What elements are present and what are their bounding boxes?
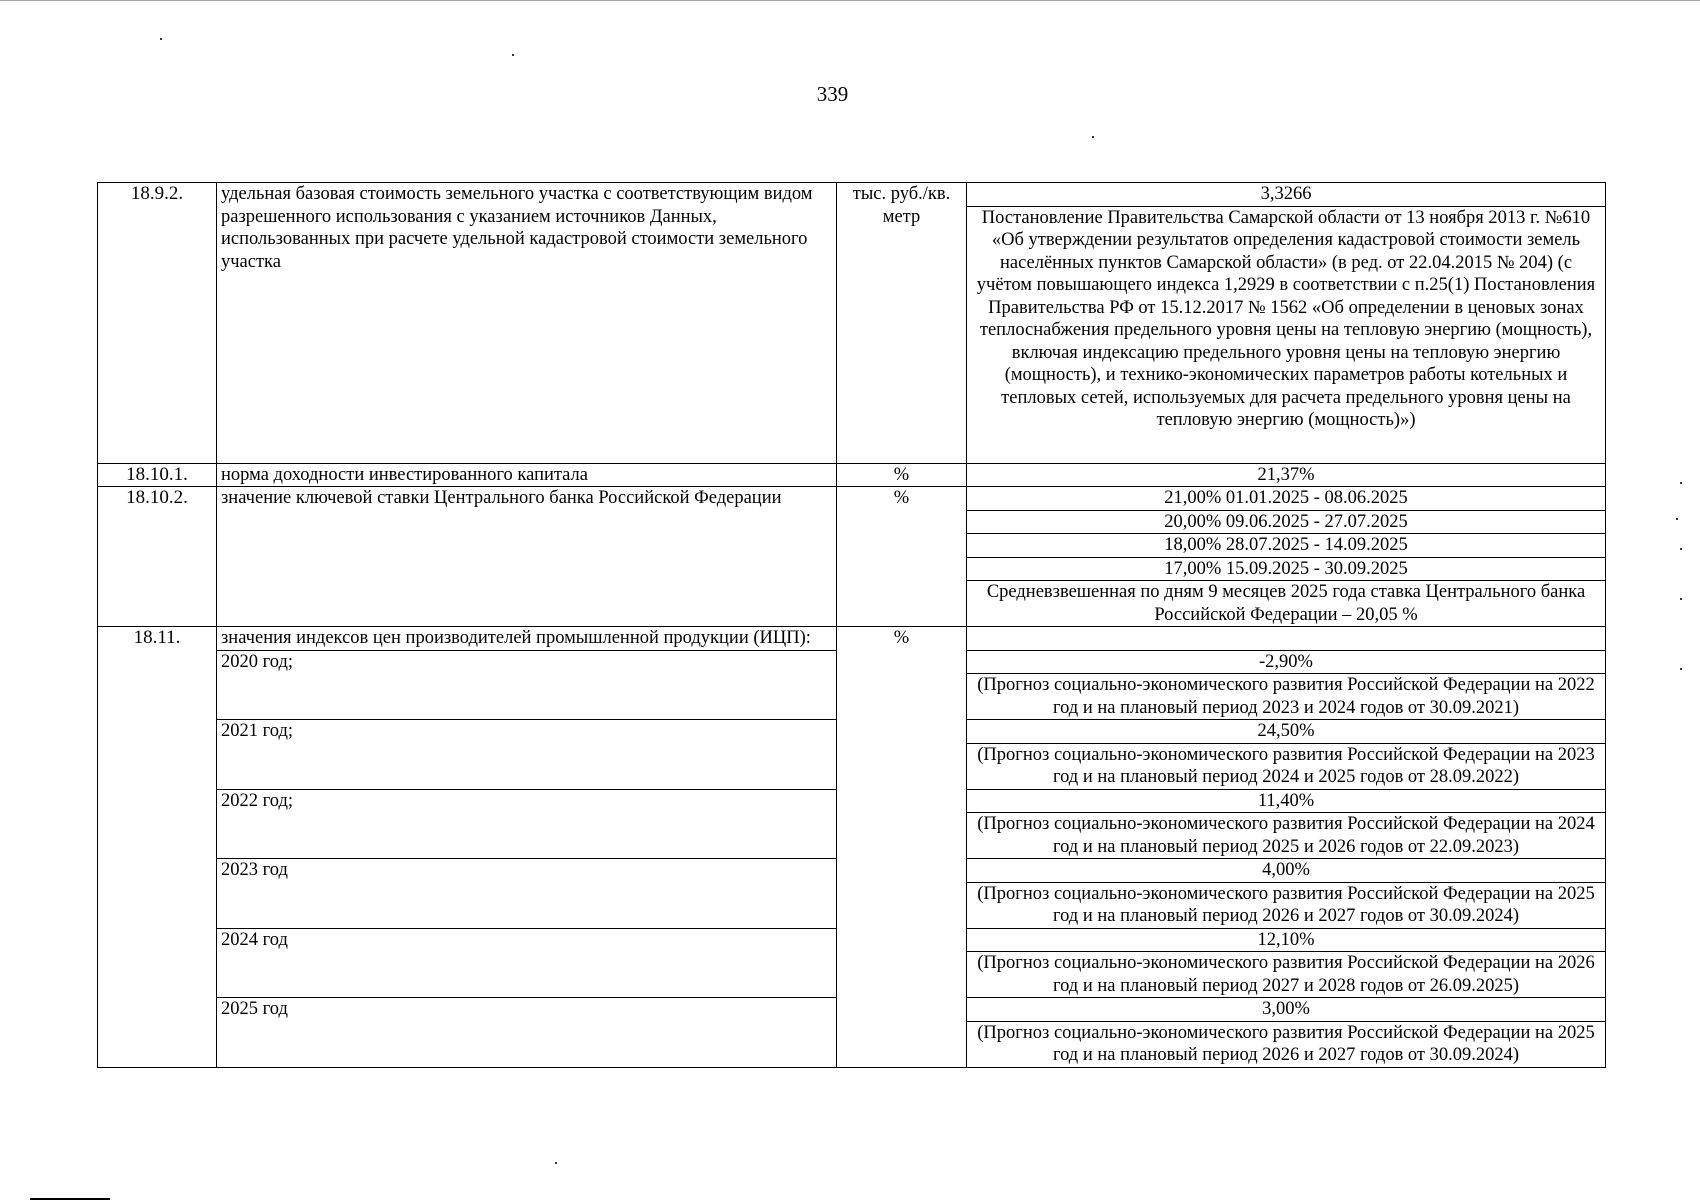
year-label: 2020 год;	[217, 650, 837, 720]
key-rate-period: 20,00% 09.06.2025 - 27.07.2025	[967, 510, 1606, 534]
scan-speck	[1092, 136, 1094, 138]
key-rate-period: 18,00% 28.07.2025 - 14.09.2025	[967, 534, 1606, 558]
scan-speck	[1680, 482, 1682, 484]
year-label: 2024 год	[217, 928, 837, 998]
parameters-table	[97, 182, 1606, 1068]
row-source-note: Постановление Правительства Самарской области от 13 ноября 2013 г. №610 «Об утверждении результатов определения кадастровой стоимости земель населённых пунктов Самарской области» (в ред. от 22.04.2015 № 204) (с учётом повышающего индекса 1,2929 в соответствии с п.25(1) Постановления Правительства РФ от 15.12.2017 № 1562 «Об определении в ценовых зонах теплоснабжения предельного уровня цены на тепловую энергию (мощность), включая индексацию предельного уровня цены на тепловую энергию (мощность), и технико-экономических параметров работы котельных и тепловых сетей, используемых для расчета предельного уровня цены на тепловую энергию (мощность)»)	[967, 206, 1606, 463]
row-unit: тыс. руб./кв. метр	[837, 183, 967, 464]
row-number: 18.10.1.	[98, 463, 217, 487]
row-unit: %	[837, 487, 967, 627]
scan-speck	[555, 1162, 557, 1164]
scan-speck	[1680, 668, 1682, 670]
year-label: 2022 год;	[217, 789, 837, 859]
index-value: -2,90%	[967, 650, 1606, 674]
table-row	[98, 463, 1606, 487]
row-description: норма доходности инвестированного капитала	[217, 463, 837, 487]
year-label: 2025 год	[217, 998, 837, 1068]
key-rate-period: 17,00% 15.09.2025 - 30.09.2025	[967, 557, 1606, 581]
index-value: 24,50%	[967, 720, 1606, 744]
table-row	[98, 627, 1606, 651]
row-number: 18.9.2.	[98, 183, 217, 464]
index-source-note: (Прогноз социально-экономического развития Российской Федерации на 2023 год и на плановый период 2024 и 2025 годов от 28.09.2022)	[967, 743, 1606, 789]
row-unit: %	[837, 627, 967, 1068]
index-source-note: (Прогноз социально-экономического развития Российской Федерации на 2022 год и на плановый период 2023 и 2024 годов от 30.09.2021)	[967, 674, 1606, 720]
page-number: 339	[816, 82, 849, 106]
key-rate-summary: Средневзвешенная по дням 9 месяцев 2025 года ставка Центрального банка Российской Федерации – 20,05 %	[967, 581, 1606, 627]
row-description: значение ключевой ставки Центрального банка Российской Федерации	[217, 487, 837, 627]
year-label: 2023 год	[217, 859, 837, 929]
scan-speck	[1680, 548, 1682, 550]
scan-speck	[160, 38, 162, 40]
scan-speck	[1676, 518, 1678, 520]
table-row	[98, 183, 1606, 207]
scan-speck	[512, 54, 514, 56]
row-number: 18.10.2.	[98, 487, 217, 627]
index-value: 4,00%	[967, 859, 1606, 883]
index-source-note: (Прогноз социально-экономического развития Российской Федерации на 2025 год и на плановый период 2026 и 2027 годов от 30.09.2024)	[967, 882, 1606, 928]
empty-cell	[967, 627, 1606, 651]
row-value: 21,37%	[967, 463, 1606, 487]
table-row	[98, 487, 1606, 511]
index-source-note: (Прогноз социально-экономического развития Российской Федерации на 2025 год и на плановый период 2026 и 2027 годов от 30.09.2024)	[967, 1021, 1606, 1067]
scan-speck	[1680, 598, 1682, 600]
key-rate-period: 21,00% 01.01.2025 - 08.06.2025	[967, 487, 1606, 511]
index-source-note: (Прогноз социально-экономического развития Российской Федерации на 2024 год и на плановый период 2025 и 2026 годов от 22.09.2023)	[967, 813, 1606, 859]
row-number: 18.11.	[98, 627, 217, 1068]
row-description: удельная базовая стоимость земельного участка с соответствующим видом разрешенного использования с указанием источников Данных, использованных при расчете удельной кадастровой стоимости земельного участка	[217, 183, 837, 464]
index-source-note: (Прогноз социально-экономического развития Российской Федерации на 2026 год и на плановый период 2027 и 2028 годов от 26.09.2025)	[967, 952, 1606, 998]
row-description: значения индексов цен производителей промышленной продукции (ИЦП):	[217, 627, 837, 651]
index-value: 11,40%	[967, 789, 1606, 813]
year-label: 2021 год;	[217, 720, 837, 790]
index-value: 12,10%	[967, 928, 1606, 952]
row-unit: %	[837, 463, 967, 487]
row-value: 3,3266	[967, 183, 1606, 207]
scan-edge-top	[0, 0, 1700, 1]
index-value: 3,00%	[967, 998, 1606, 1022]
